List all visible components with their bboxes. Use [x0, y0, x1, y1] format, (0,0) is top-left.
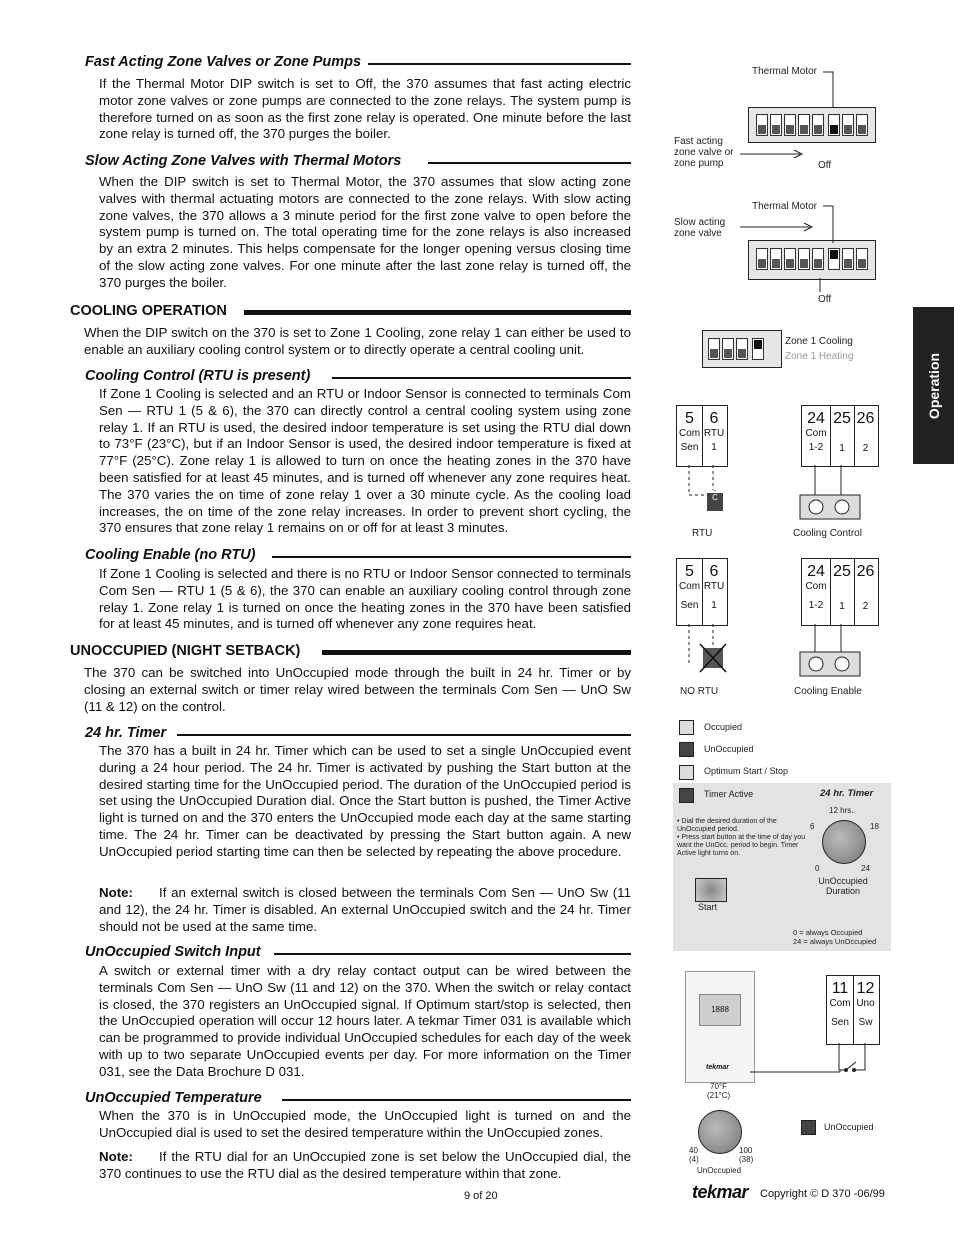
- off-label: Off: [818, 160, 832, 171]
- copyright: Copyright © D 370 -06/99: [760, 1188, 885, 1200]
- terminal-block-11-12: [826, 975, 880, 1045]
- terminal-rtu-label: RTU: [703, 428, 725, 439]
- timer-active-light: [679, 788, 694, 803]
- dial-0: 0: [815, 864, 820, 873]
- heading-rule: [322, 650, 631, 655]
- terminal-25: 25: [833, 410, 851, 427]
- cooling-enable-label: Cooling Enable: [794, 686, 862, 697]
- heading-rule: [274, 953, 631, 955]
- rtu-label: RTU: [692, 528, 713, 539]
- terminal-rtu-label: RTU: [703, 581, 725, 592]
- paragraph-cooling-enable: If Zone 1 Cooling is selected and there is no RTU or Indoor Sensor connected to terminals Com Sen — RTU 1 (5 & 6), the 370 can enable an auxiliary cooling control through zone relay 1. Zone relay 1 is turned on once the heating zones in the 370 have been satisfied for at least 45 minutes, and is turned off whenever any zone requires heat.: [99, 566, 631, 632]
- off-label: Off: [818, 294, 832, 305]
- occupied-label: Occupied: [704, 722, 743, 732]
- terminal-1-2-label: 1-2: [808, 600, 824, 611]
- terminal-com-label: Com: [678, 581, 701, 592]
- terminal-com-label: Com: [829, 998, 851, 1009]
- paragraph-cooling-operation: When the DIP switch on the 370 is set to Zone 1 Cooling, zone relay 1 can either be used to enable an auxiliary cooling control system or to directly operate a central cooling unit.: [84, 325, 631, 357]
- terminal-2-label: 2: [862, 601, 869, 612]
- tekmar-logo: tekmar: [692, 1182, 749, 1202]
- heading-rule: [177, 734, 631, 736]
- heading-cooling-operation: COOLING OPERATION: [70, 303, 227, 319]
- zone1-heating-label: Zone 1 Heating: [785, 351, 854, 362]
- no-rtu-wiring: [670, 624, 890, 686]
- thermal-motor-label: Thermal Motor: [752, 201, 818, 212]
- paragraph-slow-acting: When the DIP switch is set to Thermal Motor, the 370 assumes that slow acting zone valves with thermal actuating motors are connected to the zone relays. With slow acting zone valves, the 370 allows a 3 minute period for the first zone valve to open before the system pump is turned on. The total operating time for the zone relays is also increased by an extra 2 minutes. This helps compensate for the longer opening versus closing time of the slow acting zone valves. For one minute after the last zone relay is turned off, the 370 purges the boiler.: [99, 174, 631, 290]
- dial-12: 12 hrs.: [829, 806, 854, 815]
- terminal-25: 25: [833, 563, 851, 580]
- duration-dial-label: UnOccupied Duration: [818, 876, 868, 896]
- heading-rule: [368, 63, 631, 65]
- dial-max: 100: [739, 1146, 753, 1155]
- heading-rule: [282, 1099, 631, 1101]
- dial-min: 40: [689, 1146, 698, 1155]
- no-rtu-label: NO RTU: [680, 686, 719, 697]
- heading-slow-acting: Slow Acting Zone Valves with Thermal Motors: [85, 153, 402, 169]
- device-brand: tekmar: [706, 1064, 729, 1071]
- legend-0: 0 = always Occupied: [793, 928, 863, 937]
- terminal-2-label: 2: [862, 443, 869, 454]
- terminal-block-5-6: [676, 405, 728, 467]
- heading-rule: [244, 310, 631, 315]
- terminal-com-label: Com: [678, 428, 701, 439]
- terminal-block-24-26: [801, 558, 879, 626]
- terminal-5: 5: [685, 410, 694, 427]
- unoccupied-duration-dial[interactable]: [822, 820, 866, 864]
- terminal-1-label: 1: [839, 443, 845, 454]
- heading-fast-acting: Fast Acting Zone Valves or Zone Pumps: [85, 54, 362, 70]
- thermal-motor-leaders: [670, 60, 890, 310]
- unoccupied-temperature-dial[interactable]: [698, 1110, 742, 1154]
- fast-acting-label: Fast acting zone valve or zone pump: [674, 136, 734, 169]
- timer-panel: [673, 783, 891, 951]
- terminal-26: 26: [856, 563, 875, 580]
- optimum-light: [679, 765, 694, 780]
- timer-lcd: 1888: [699, 994, 741, 1026]
- zone1-dip-switch: [702, 330, 782, 368]
- heading-unoccupied: UNOCCUPIED (NIGHT SETBACK): [70, 643, 301, 659]
- terminal-sw-label: Sw: [858, 1017, 873, 1028]
- terminal-uno-label: Uno: [856, 998, 875, 1009]
- terminal-1-label: 1: [711, 442, 717, 453]
- terminal-6: 6: [709, 410, 719, 427]
- heading-cooling-enable: Cooling Enable (no RTU): [85, 547, 256, 563]
- timer-title: 24 hr. Timer: [820, 788, 874, 799]
- terminal-1-label: 1: [839, 601, 845, 612]
- dial-temp-top-c: (21°C): [707, 1091, 731, 1100]
- page-number: 9 of 20: [464, 1190, 498, 1202]
- terminal-com-label: Com: [805, 428, 827, 439]
- section-tab: [913, 307, 954, 464]
- dial-temp-top: 70°F: [710, 1082, 727, 1091]
- paragraph-unoccupied-temperature: When the 370 is in UnOccupied mode, the UnOccupied light is turned on and the UnOccupied dial is used to set the desired temperature within the UnOccupied zones.: [99, 1108, 631, 1140]
- paragraph-unoccupied-switch: A switch or external timer with a dry relay contact output can be wired between the terminals Com Sen — UnO Sw (11 and 12) on the 370. When the switch or relay contact is closed, the 370 registers an UnOccupied signal. If Optimum start/stop is selected, then the UnOccupied operation will occur 12 hours later. A tekmar Timer 031 is available which can be programmed to provide individual UnOccupied schedules for each day of the week with up to two separate UnOccupied events per day. For more information on the Timer 031, see the Data Brochure D 031.: [99, 963, 631, 1079]
- cooling-control-label: Cooling Control: [793, 528, 862, 539]
- paragraph-cooling-control: If Zone 1 Cooling is selected and an RTU or Indoor Sensor is connected to terminals Com Sen — RTU 1 (5 & 6), the 370 can directly control a central cooling system using zone relay 1. If an RTU is used, the desired indoor temperature is set using the RTU dial down to 73°F (23°C), but if an Indoor Sensor is used, the desired indoor temperature is fixed at 77°F (25°C). Zone relay 1 is allowed to turn on once the heating zones in the 370 have been satisfied for at least 45 minutes, and is turned off whenever any zone requires heat. The 370 varies the on time of zone relay 1 over a 30 minute cycle. As the cooling load increases, the on time of the zone relay increases. In order to prevent short cycling, the 370 ensures that zone relay 1 remains on or off for at least 3 minutes.: [99, 386, 631, 536]
- legend-24: 24 = always UnOccupied: [793, 937, 877, 946]
- optimum-label: Optimum Start / Stop: [704, 766, 789, 776]
- terminal-12: 12: [856, 980, 875, 997]
- timer-031-device: [685, 971, 755, 1083]
- unoccupied-light-label: UnOccupied: [824, 1122, 874, 1132]
- zone1-cooling-label: Zone 1 Cooling: [785, 336, 853, 347]
- paragraph-unoccupied: The 370 can be switched into UnOccupied mode through the built in 24 hr. Timer or by closing an external switch or timer relay wired between the terminals Com Sen — UnO Sw (11 & 12) on the control.: [84, 665, 631, 714]
- note-label: Note:: [99, 1149, 133, 1164]
- rtu-wiring: [670, 465, 890, 525]
- heading-rule: [272, 556, 631, 558]
- terminal-sen-label: Sen: [680, 600, 699, 611]
- timer-active-label: Timer Active: [704, 789, 754, 799]
- dial-6: 6: [810, 822, 815, 831]
- unoccupied-light: [679, 742, 694, 757]
- terminal-1-label: 1: [711, 600, 717, 611]
- occupied-light: [679, 720, 694, 735]
- heading-24hr-timer: 24 hr. Timer: [85, 725, 167, 741]
- dial-min-c: (4): [689, 1155, 699, 1164]
- unoccupied-dial-label: UnOccupied: [697, 1166, 742, 1175]
- switch-wiring: [750, 1040, 890, 1090]
- timer-instructions: • Dial the desired duration of the UnOccupied period. • Press start button at the time of day you want the UnOcc. period to begin. Timer Active light turns on.: [677, 818, 806, 857]
- dial-24: 24: [861, 864, 870, 873]
- rtu-sensor-c: C: [707, 493, 723, 511]
- heading-unoccupied-switch: UnOccupied Switch Input: [85, 944, 261, 960]
- terminal-sen-label: Sen: [680, 442, 699, 453]
- terminal-1-2-label: 1-2: [808, 442, 824, 453]
- terminal-com-label: Com: [805, 581, 827, 592]
- terminal-6: 6: [709, 563, 719, 580]
- unoccupied-light: [801, 1120, 816, 1135]
- thermal-motor-label: Thermal Motor: [752, 66, 818, 77]
- paragraph-24hr-timer: The 370 has a built in 24 hr. Timer which can be used to set a single UnOccupied event during a 24 hour period. The 24 hr. Timer is activated by pushing the Start button at the desired starting time for the UnOccupied period. The duration of the UnOccupied period is set using the UnOccupied Duration dial. Once the Start button is pushed, the Timer Active light is turned on and the 370 enters the UnOccupied mode each day at the same starting time. The 24 hr. Timer can be deactivated by pressing the Start button again. A new UnOccupied period starting time can then be selected by repeating the above procedure.: [99, 743, 631, 859]
- terminal-block-5-6: [676, 558, 728, 626]
- terminal-24: 24: [807, 563, 825, 580]
- unoccupied-label: UnOccupied: [704, 744, 754, 754]
- dial-max-c: (38): [739, 1155, 754, 1164]
- note-unoccupied-temperature: If the RTU dial for an UnOccupied zone is set below the UnOccupied dial, the 370 continues to use the RTU dial as the desired temperature within that zone.: [99, 1149, 631, 1181]
- terminal-11: 11: [831, 980, 849, 997]
- start-label: Start: [698, 902, 718, 912]
- heading-cooling-control: Cooling Control (RTU is present): [85, 368, 311, 384]
- note-24hr-timer: If an external switch is closed between the terminals Com Sen — UnO Sw (11 and 12), the 24 hr. Timer is disabled. An external UnOccupied switch and the 24 hr. Timer should not be used at the same time.: [99, 885, 631, 934]
- section-tab-label: Operation: [925, 352, 942, 419]
- note-label: Note:: [99, 885, 133, 900]
- terminal-24: 24: [807, 410, 825, 427]
- start-button[interactable]: [695, 878, 727, 902]
- dial-18: 18: [870, 822, 879, 831]
- heading-rule: [428, 162, 631, 164]
- terminal-block-24-26: [801, 405, 879, 467]
- terminal-5: 5: [685, 563, 694, 580]
- terminal-26: 26: [856, 410, 875, 427]
- heading-rule: [332, 377, 631, 379]
- slow-acting-label: Slow acting zone valve: [674, 217, 726, 239]
- heading-unoccupied-temperature: UnOccupied Temperature: [85, 1090, 262, 1106]
- paragraph-fast-acting: If the Thermal Motor DIP switch is set to Off, the 370 assumes that fast acting electric motor zone valves or zone pumps are connected to the zone relays. The system pump is therefore turned on as soon as the first zone relay is operated. One minute before the last zone relay is turned off, the 370 purges the boiler.: [99, 76, 631, 142]
- terminal-sen-label: Sen: [831, 1017, 849, 1028]
